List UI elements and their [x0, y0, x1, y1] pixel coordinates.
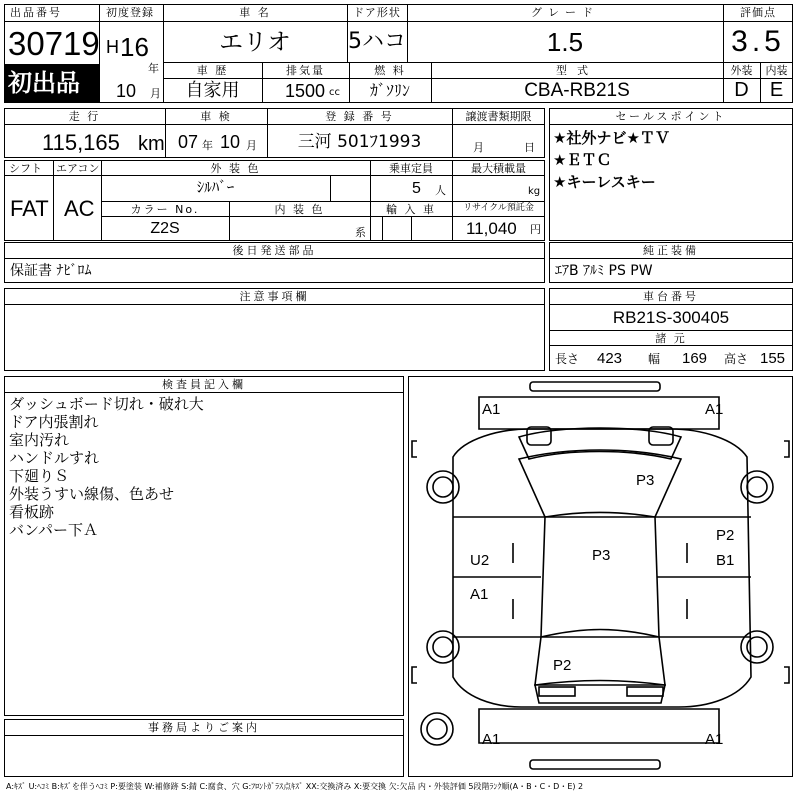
car-name-label: 車 名: [239, 6, 271, 19]
max-load-unit: kg: [528, 186, 541, 197]
recycle-fee-unit: 円: [530, 223, 541, 236]
displacement: 1500: [285, 81, 326, 101]
damage-mark: A1: [705, 731, 724, 748]
shift: FAT: [10, 196, 49, 221]
history-label: 車 歴: [196, 64, 229, 77]
later-parts: 保証書 ﾅﾋﾞﾛﾑ: [10, 263, 92, 279]
exterior-color: ｼﾙﾊﾞｰ: [196, 178, 235, 196]
plate: 三河 501ﾌ1993: [297, 132, 422, 152]
color-no-label: カラー No.: [130, 203, 200, 216]
registration-month: 10: [116, 81, 137, 101]
month-unit: 月: [150, 87, 161, 100]
sales-point: ★社外ナビ★ＴＶ: [553, 129, 670, 147]
inspector-line: ドア内張割れ: [9, 413, 99, 431]
inspection-month-unit: 月: [246, 139, 257, 152]
inspector-line: 下廻りＳ: [9, 467, 70, 485]
door-type: 5ハコ: [348, 29, 406, 54]
era-mark: H: [106, 37, 119, 57]
sales-point: ★キーレスキー: [553, 173, 656, 191]
capacity: 5: [412, 180, 421, 197]
history: 自家用: [185, 80, 240, 101]
capacity-label: 乗車定員: [389, 162, 433, 175]
mileage-unit: km: [138, 133, 165, 155]
first-registration-label: 初度登録: [106, 6, 154, 19]
year-unit: 年: [148, 62, 159, 75]
inspector-line: ダッシュボード切れ・破れ大: [9, 395, 204, 413]
sales-point: ★ＥＴＣ: [553, 151, 612, 169]
damage-mark: U2: [470, 552, 490, 569]
exterior-label: 外装: [730, 64, 753, 77]
plate-label: 登 録 番 号: [325, 110, 394, 123]
car-name: エリオ: [219, 28, 291, 56]
displacement-unit: cc: [329, 87, 340, 98]
inspection-label: 車 検: [200, 110, 232, 123]
chassis-label: 車台番号: [643, 290, 699, 303]
inspector-line: 室内汚れ: [9, 431, 70, 449]
inspection-year-unit: 年: [202, 139, 213, 152]
mileage-label: 走 行: [68, 110, 101, 123]
fuel: ｶﾞｿﾘﾝ: [369, 81, 410, 100]
interior-color-label: 内 装 色: [274, 203, 325, 216]
mileage: 115,165: [42, 130, 120, 155]
door-type-label: ドア形状: [353, 6, 401, 19]
inspector-line: 看板跡: [9, 503, 55, 521]
damage-mark: B1: [716, 552, 735, 569]
inspector-line: 外装うすい線傷、色あせ: [9, 485, 175, 503]
office-label: 事務局よりご案内: [148, 721, 260, 734]
inspection-year: 07: [178, 132, 199, 152]
length: 423: [597, 350, 623, 367]
capacity-unit: 人: [435, 184, 446, 197]
damage-mark: A1: [482, 731, 501, 748]
damage-mark: A1: [705, 401, 724, 418]
height-label: 高さ: [724, 352, 749, 366]
width-label: 幅: [648, 352, 661, 366]
exterior-color-label: 外 装 色: [210, 162, 261, 175]
car-damage-diagram: [409, 377, 792, 776]
model: CBA-RB21S: [524, 80, 630, 101]
later-parts-label: 後日発送部品: [232, 244, 317, 257]
lot-number-label: 出品番号: [10, 6, 62, 19]
inspector-line: ハンドルすれ: [9, 449, 100, 467]
chassis-number: RB21S-300405: [612, 308, 730, 327]
length-label: 長さ: [555, 352, 580, 366]
specs-label: 諸 元: [655, 332, 687, 345]
interior-label: 内装: [765, 64, 788, 77]
equipment: ｴｱB ｱﾙﾐ PS PW: [555, 263, 653, 279]
exterior-grade: D: [734, 79, 749, 101]
damage-mark: A1: [470, 586, 489, 603]
shift-label: シフト: [9, 162, 42, 175]
notes-label: 注意事項欄: [239, 290, 310, 303]
first-listing-label: 初出品: [8, 69, 80, 97]
fuel-label: 燃 料: [374, 64, 406, 77]
ac: AC: [64, 196, 95, 221]
sales-points-label: セールスポイント: [615, 110, 727, 123]
score-label: 評価点: [740, 6, 776, 19]
score: 3.5: [731, 25, 785, 58]
recycle-fee: 11,040: [466, 219, 517, 238]
transfer-day-unit: 日: [524, 141, 535, 154]
height: 155: [760, 350, 786, 367]
damage-mark: P2: [716, 527, 735, 544]
inspector-label: 検査員記入欄: [162, 378, 246, 391]
ac-label: エアコン: [56, 162, 100, 175]
grade-label: グレード: [531, 6, 599, 19]
damage-mark: A1: [482, 401, 501, 418]
interior-color-suffix: 系: [355, 226, 366, 239]
inspector-line: バンパー下Ａ: [9, 521, 98, 539]
transfer-month-unit: 月: [473, 141, 484, 154]
transfer-deadline-label: 譲渡書類期限: [465, 110, 532, 123]
damage-mark: P3: [592, 547, 611, 564]
model-label: 型式: [556, 64, 598, 77]
grade: 1.5: [546, 27, 584, 57]
max-load-label: 最大積載量: [471, 162, 526, 175]
equipment-label: 純正装備: [643, 244, 699, 257]
lot-number: 30719: [8, 25, 100, 62]
damage-mark: P2: [553, 657, 572, 674]
interior-grade: E: [769, 79, 784, 101]
import-label: 輸 入 車: [386, 203, 436, 216]
inspection-month: 10: [220, 132, 241, 152]
color-no: Z2S: [150, 220, 180, 237]
displacement-label: 排気量: [286, 64, 325, 77]
legend: A:ｷｽﾞ U:ﾍｺﾐ B:ｷｽﾞを伴うﾍｺﾐ P:要塗装 W:補修跡 S:錆 C:腐食、穴 G:ﾌﾛﾝﾄｶﾞﾗｽ点ｷｽﾞ XX:交換済み X:要交換 欠:欠品 内・外装評価 5段階ﾗﾝｸ順(A・B・C・D・E) 2: [6, 782, 584, 791]
registration-year: 16: [120, 32, 149, 62]
width: 169: [682, 350, 708, 367]
recycle-label: リサイクル預託金: [463, 203, 534, 213]
damage-mark: P3: [636, 472, 655, 489]
